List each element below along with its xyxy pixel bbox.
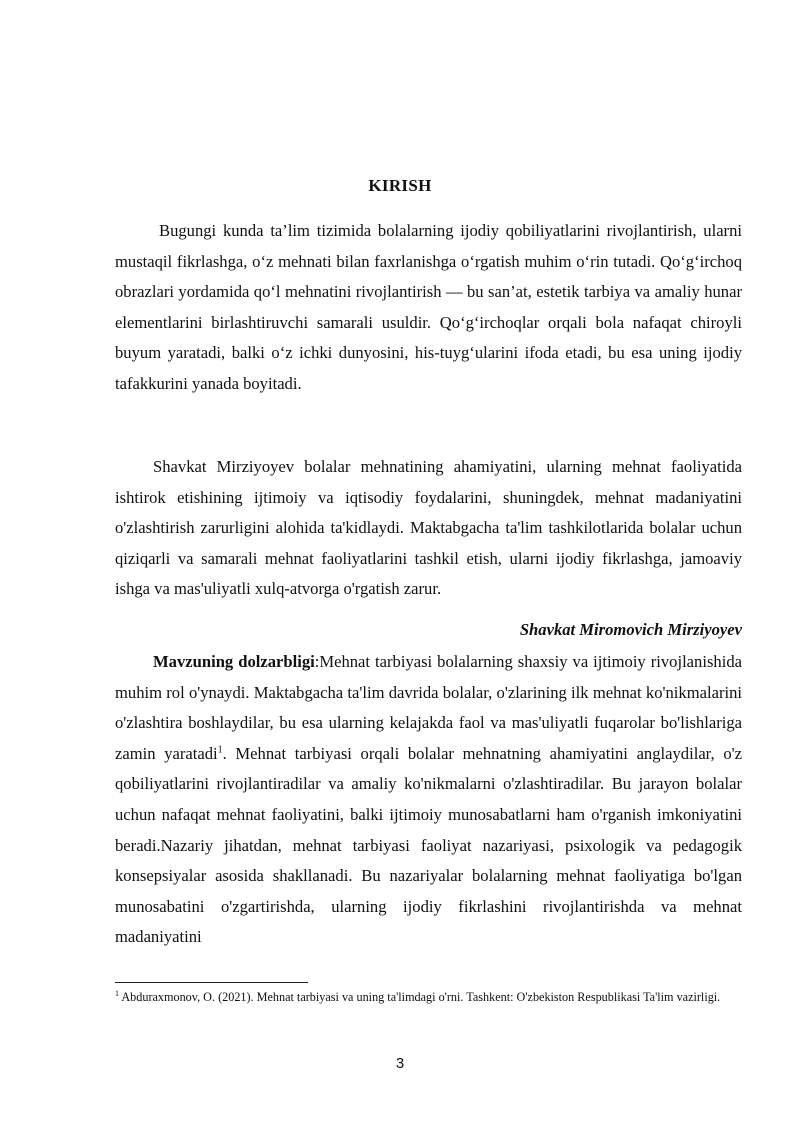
intro-paragraph: Bugungi kunda ta’lim tizimida bolalarning ijodiy qobiliyatlarini rivojlantirish, ularni mustaqil fikrlashga, o‘z mehnati bilan faxrlanishga o‘rgatish muhim o‘rin tutadi. Qo‘g‘irchoq obrazlari yordamida qo‘l mehnatini rivojlantirish — bu san’at, estetik tarbiya va amaliy hunar elementlarini birlashtiruvchi samarali usuldir. Qo‘g‘irchoqlar orqali bola nafaqat chiroyli buyum yaratadi, balki o‘z ichki dunyosini, his-tuyg‘ularini ifoda etadi, bu esa uning ijodiy tafakkurini yanada boyitadi.: [115, 221, 742, 393]
relevance-text-1: :Mehnat tarbiyasi bolalarning shaxsiy va ijtimoiy rivojlanishida muhim rol o'ynaydi. Maktabgacha ta'lim davrida bolalar, o'zlarining ilk mehnat ko'nikmalarini o'zlashtira boshlaydilar, bu esa ularning kelajakda faol va mas'uliyatli fuqarolar bo'lishlariga zamin yaratadi: [115, 652, 742, 763]
footnote-reference: 1: [217, 744, 223, 756]
relevance-lead: Mavzuning dolzarbligi: [153, 652, 315, 671]
section-heading: KIRISH: [368, 176, 432, 195]
quote-signature: Shavkat Miromovich Mirziyoyev: [519, 620, 742, 639]
page-number: 3: [395, 1055, 405, 1072]
footnote: [115, 984, 742, 1011]
footnote-separator: [115, 982, 308, 983]
footnote-mark: 1: [115, 988, 119, 998]
mirziyoyev-paragraph: Shavkat Mirziyoyev bolalar mehnatining ahamiyatini, ularning mehnat faoliyatida ishtirok etishining ijtimoiy va iqtisodiy foydalarini, shuningdek, mehnat madaniyatini o'zlashtirish zarurligini alohida ta'kidlaydi. Maktabgacha ta'lim tashkilotlarida bolalar uchun qiziqarli va samarali mehnat faoliyatlarini tashkil etish, ularni ijodiy fikrlashga, jamoaviy ishga va mas'uliyatli xulq-atvorga o'rgatish zarur.: [115, 457, 742, 599]
relevance-paragraph: [115, 647, 742, 953]
footnote-text: Abduraxmonov, O. (2021). Mehnat tarbiyasi va uning ta'limdagi o'rni. Tashkent: O'zbekiston Respublikasi Ta'lim vazirligi.: [119, 990, 721, 1004]
relevance-text-2: . Mehnat tarbiyasi orqali bolalar mehnatning ahamiyatini anglaydilar, o'z qobiliyatlarini rivojlantiradilar va amaliy ko'nikmalarni o'zlashtiradilar. Bu jarayon bolalar uchun nafaqat mehnat faoliyatini, balki ijtimoiy munosabatlarni ham o'rganish imkoniyatini beradi.Nazariy jihatdan, mehnat tarbiyasi faoliyat nazariyasi, psixologik va pedagogik konsepsiyalar asosida shakllanadi. Bu nazariyalar bolalarning mehnat faoliyatiga bo'lgan munosabatini o'zgartirishda, ularning ijodiy fikrlashini rivojlantirishda va mehnat madaniyatini: [115, 743, 742, 947]
